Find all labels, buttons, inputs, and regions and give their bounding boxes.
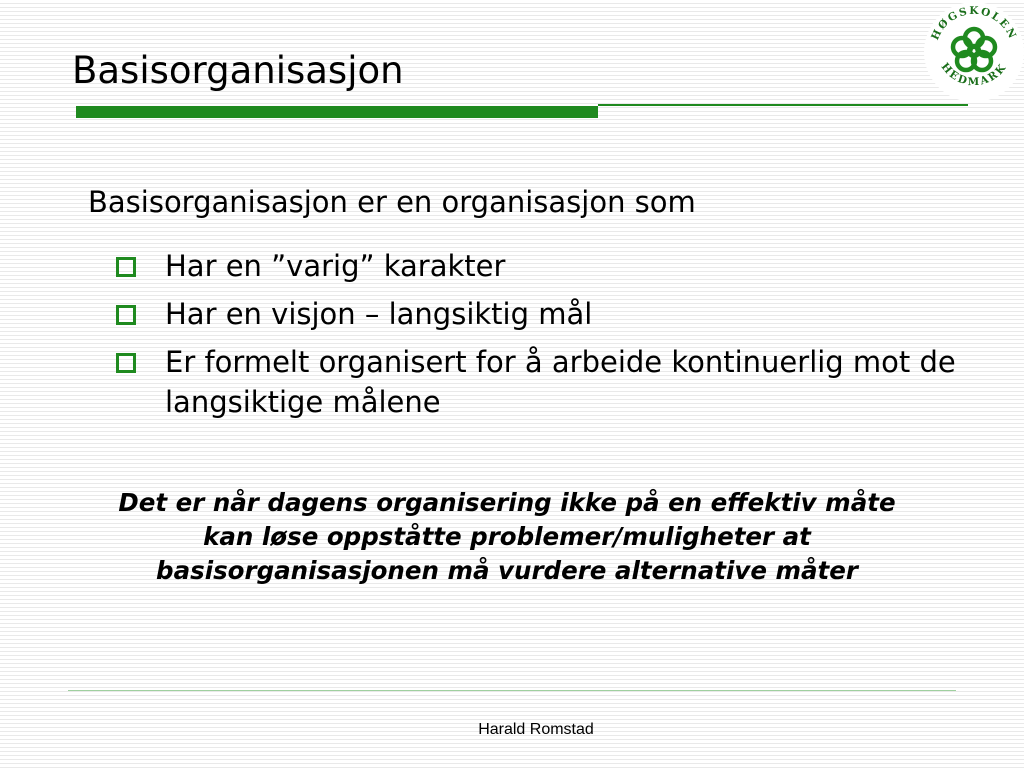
square-bullet-icon	[116, 305, 136, 325]
title-underline-thin	[598, 104, 968, 106]
logo-text-top: HØGSKOLEN	[929, 4, 1019, 43]
intro-text: Basisorganisasjon er en organisasjon som	[88, 185, 696, 219]
bullet-text: Er formelt organisert for å arbeide kontinuerlig mot de langsiktige målene	[165, 345, 956, 419]
square-bullet-icon	[116, 353, 136, 373]
footer-divider	[68, 690, 956, 691]
bullet-item	[116, 294, 996, 334]
bullet-item	[116, 342, 996, 422]
logo-text-bottom: HEDMARK	[938, 60, 1010, 89]
bullet-list	[116, 246, 996, 430]
emphasis-text: Det er når dagens organisering ikke på en effektiv måte kan løse oppståtte problemer/muligheter at basisorganisasjonen må vurdere alternative måter	[118, 488, 896, 585]
bullet-text: Har en ”varig” karakter	[165, 249, 506, 283]
bullet-item	[116, 246, 996, 286]
slide-title: Basisorganisasjon	[72, 49, 404, 92]
square-bullet-icon	[116, 257, 136, 277]
footer-author: Harald Romstad	[478, 721, 594, 738]
title-underline-bar	[76, 106, 598, 118]
bullet-text: Har en visjon – langsiktig mål	[165, 297, 593, 331]
hogskolen-hedmark-logo	[922, 0, 1024, 104]
